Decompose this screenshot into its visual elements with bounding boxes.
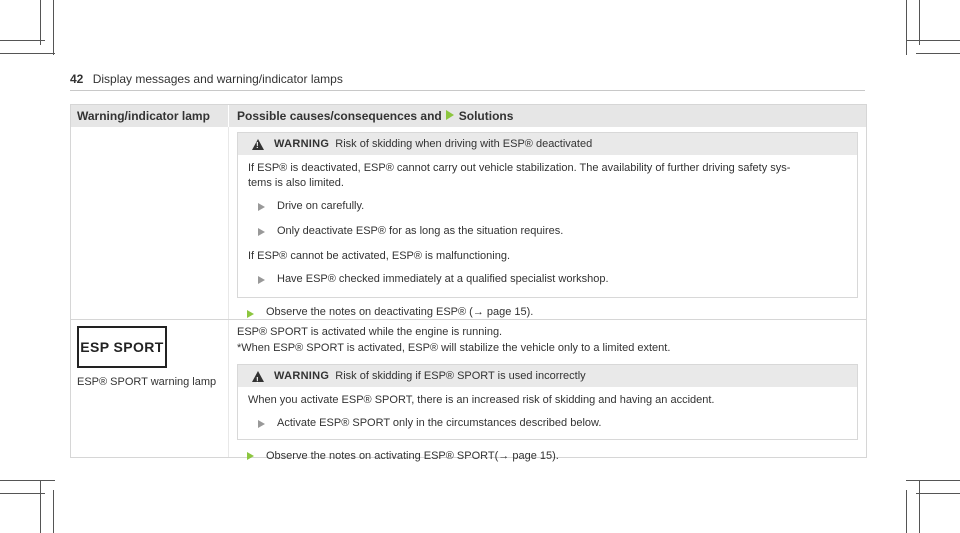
crop-mark <box>53 0 54 55</box>
page-title: Display messages and warning/indicator lamps <box>92 72 343 86</box>
description-line: *When ESP® SPORT is activated, ESP® will stabilize the vehicle only to a limited extent. <box>237 342 671 354</box>
step-item <box>247 306 858 318</box>
step-item <box>258 272 847 287</box>
crop-mark <box>0 480 55 481</box>
crop-mark <box>916 493 960 494</box>
step-text: Have ESP® checked immediately at a qualified specialist workshop. <box>277 273 609 285</box>
header-divider <box>70 90 865 91</box>
warning-body <box>238 387 857 439</box>
warning-title: Risk of skidding if ESP® SPORT is used incorrectly <box>335 370 586 382</box>
lamp-cell <box>71 320 229 457</box>
col-header-causes-label: Possible causes/consequences and <box>237 109 442 123</box>
warning-paragraph <box>248 161 847 191</box>
col-header-causes <box>229 105 866 127</box>
step-item <box>247 448 858 464</box>
warning-text: tems is also limited. <box>248 177 344 189</box>
step-text: Only deactivate ESP® for as long as the situation requires. <box>277 225 564 237</box>
crop-mark <box>0 53 55 54</box>
col-header-lamp: Warning/indicator lamp <box>71 105 229 127</box>
warning-body <box>238 155 857 297</box>
step-arrow-icon <box>247 310 254 318</box>
crop-mark <box>916 53 960 54</box>
step-item <box>258 416 847 431</box>
crop-mark <box>906 480 960 481</box>
step-item <box>258 199 847 214</box>
description-line: ESP® SPORT is activated while the engine is running. <box>237 326 503 338</box>
step-text: Activate ESP® SPORT only in the circumstances described below. <box>277 417 602 429</box>
warning-lamp-table <box>70 104 867 462</box>
lamp-caption: ESP® SPORT warning lamp <box>77 376 217 388</box>
warning-box <box>237 364 858 440</box>
warning-triangle-icon <box>252 371 264 382</box>
warning-paragraph: If ESP® cannot be activated, ESP® is malfunctioning. <box>248 250 511 262</box>
step-text: Drive on carefully. <box>277 200 365 212</box>
causes-cell <box>229 320 866 462</box>
warning-header <box>238 133 857 155</box>
warning-box <box>237 132 858 298</box>
crop-mark <box>906 490 907 533</box>
warning-text: If ESP® is deactivated, ESP® cannot carry out vehicle stabilization. The availability of further driving safety sys- <box>248 162 791 174</box>
step-arrow-icon <box>258 228 265 236</box>
step-arrow-icon <box>247 452 254 460</box>
table-header <box>71 105 866 127</box>
crop-mark <box>40 0 41 45</box>
warning-label: WARNING <box>274 138 330 150</box>
page-header <box>70 72 343 86</box>
crop-mark <box>0 40 45 41</box>
crop-mark <box>0 493 45 494</box>
crop-mark <box>919 480 920 533</box>
esp-sport-lamp-icon: ESP SPORT <box>77 326 167 368</box>
step-text: Observe the notes on deactivating ESP® (→ page 15). <box>266 306 534 318</box>
crop-mark <box>906 0 907 55</box>
play-arrow-icon <box>446 110 454 120</box>
lamp-cell <box>71 127 229 319</box>
table-row <box>71 319 866 462</box>
page-number: 42 <box>70 72 84 86</box>
warning-triangle-icon <box>252 139 264 150</box>
crop-mark <box>906 40 960 41</box>
col-header-solutions-label: Solutions <box>458 109 514 123</box>
warning-paragraph: When you activate ESP® SPORT, there is an increased risk of skidding and having an accident. <box>248 394 715 406</box>
crop-mark <box>40 480 41 533</box>
step-arrow-icon <box>258 420 265 428</box>
crop-mark <box>53 490 54 533</box>
warning-title: Risk of skidding when driving with ESP® deactivated <box>335 138 593 150</box>
crop-mark <box>919 0 920 45</box>
causes-cell <box>229 127 866 319</box>
step-text: Observe the notes on activating ESP® SPORT(→ page 15). <box>266 450 559 462</box>
warning-label: WARNING <box>274 370 330 382</box>
step-arrow-icon <box>258 203 265 211</box>
step-arrow-icon <box>258 276 265 284</box>
step-item <box>258 224 847 239</box>
table-row <box>71 127 866 319</box>
warning-header <box>238 365 857 387</box>
